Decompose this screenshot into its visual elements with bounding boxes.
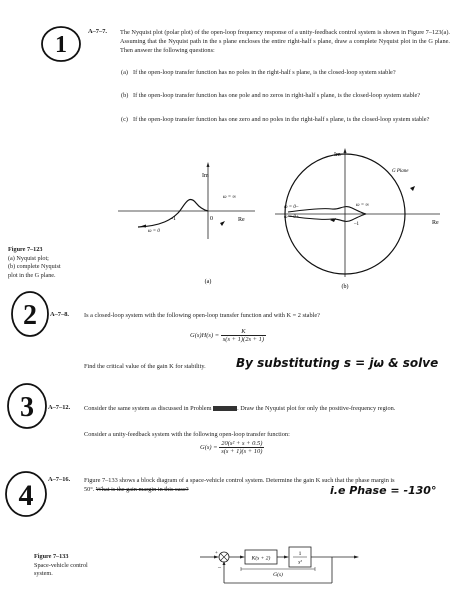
figure-caption: [34, 553, 144, 579]
problem-text: Is a closed-loop system with the following open-loop transfer function and with K = 2 stable?: [84, 312, 320, 319]
omega-zero-plus-label: ω = 0+: [284, 215, 300, 220]
transfer-function-equation: [190, 328, 266, 343]
badge-4-number: 4: [18, 479, 34, 512]
panel-a-label: (a): [204, 279, 212, 285]
figure-caption-line: system.: [34, 570, 53, 578]
nyquist-curve: [138, 200, 208, 228]
badge-2-number: 2: [23, 300, 37, 331]
problem-text-part: . Draw the Nyquist plot for only the positive-frequency region.: [237, 405, 396, 412]
re-label: Re: [432, 220, 439, 226]
transfer-function-equation: [200, 440, 264, 455]
badge-3-number: 3: [20, 392, 34, 423]
figure-caption: [8, 246, 103, 280]
problem-text-part: Figure 7–133 shows a block diagram of a space-vehicle control system. Determine the gain K such that the phase margin is 50°.: [84, 477, 395, 494]
plus-sign: +: [215, 551, 218, 556]
panel-b-label: (b): [341, 284, 349, 290]
question-text: If the open-loop transfer function has no poles in the right-half s plane, is the closed-loop system stable?: [133, 69, 396, 76]
omega-infinity-label: ω = ∞: [356, 203, 369, 208]
followup-text: Find the critical value of the gain K for stability.: [84, 363, 206, 370]
problem-text-part: Consider the same system as discussed in Problem: [84, 405, 212, 412]
plant-numerator: 1: [298, 551, 302, 557]
badge-1-circle: [40, 24, 82, 64]
figure-caption-line: Space-vehicle control: [34, 561, 88, 569]
problem-text: The Nyquist plot (polar plot) of the open-loop frequency response of a unity-feedback control system is shown in Figure 7–123(a). Assuming that the Nyquist path in the s plane encloses the entire right-half s plane, draw a complete Nyquist plot in the G plane. Then answer the following questions:: [120, 29, 450, 55]
equation-lhs: G(s) =: [200, 444, 218, 451]
badge-3-circle: [6, 382, 48, 430]
plant-denominator: s²: [298, 559, 302, 566]
equation-numerator: 20(s² + s + 0.5): [219, 440, 264, 448]
problem-number: A–7–16.: [48, 476, 71, 483]
im-label: Im: [202, 173, 209, 179]
problem-text: Consider a unity-feedback system with the following open-loop transfer function:: [84, 431, 290, 438]
minus-one-label: –1: [354, 222, 359, 227]
figure-caption-line: (a) Nyquist plot;: [8, 254, 49, 262]
problem-number: A–7–12.: [48, 404, 71, 411]
nyquist-plot-b: [270, 142, 450, 292]
gs-label: G(s): [273, 572, 283, 578]
question-label: (c): [121, 116, 128, 123]
equation-lhs: G(s)H(s) =: [190, 332, 220, 339]
origin-label: 0: [210, 216, 213, 222]
question-label: (a): [121, 69, 128, 76]
problem-number: A–7–8.: [50, 311, 69, 318]
problem-number: A–7–7.: [88, 28, 107, 35]
figure-caption-line: (b) complete Nyquist: [8, 263, 61, 271]
omega-zero-minus-label: ω = 0–: [284, 205, 299, 210]
handwritten-note: i.e Phase = -130°: [330, 484, 437, 497]
im-label: Im: [334, 152, 341, 158]
problem-text: [84, 404, 454, 413]
minus-sign: –: [218, 565, 221, 571]
badge-4-circle: [4, 470, 48, 518]
question-label: (b): [121, 92, 129, 99]
omega-infinity-label: ω = ∞: [223, 195, 236, 200]
equation-denominator: s(s + 1)(s + 10): [221, 448, 263, 455]
handwritten-note: By substituting s = jω & solve: [236, 356, 439, 370]
badge-1-number: 1: [55, 32, 67, 58]
controller-label: K(s + 2): [251, 555, 271, 562]
question-text: If the open-loop transfer function has one zero and no poles in the right-half s plane, is the closed-loop system stable?: [133, 116, 430, 123]
question-text: If the open-loop transfer function has one pole and no zeros in right-half s plane, is the closed-loop system stable?: [133, 92, 421, 99]
block-diagram: [200, 543, 360, 593]
nyquist-plot-a: [110, 155, 260, 290]
redaction-mark: [213, 406, 237, 411]
omega-zero-label: ω = 0: [148, 229, 160, 234]
struck-text: What is the gain margin in this case?: [95, 486, 189, 494]
figure-caption-title: Figure 7–133: [34, 553, 69, 560]
g-plane-label: G Plane: [392, 169, 409, 174]
minus-one-label: –1: [170, 216, 176, 222]
re-label: Re: [238, 217, 245, 223]
figure-caption-title: Figure 7–123: [8, 246, 43, 253]
equation-denominator: s(s + 1)(2s + 1): [222, 336, 265, 343]
equation-numerator: K: [221, 328, 266, 336]
figure-caption-line: plot in the G plane.: [8, 271, 56, 279]
badge-2-circle: [10, 290, 50, 338]
